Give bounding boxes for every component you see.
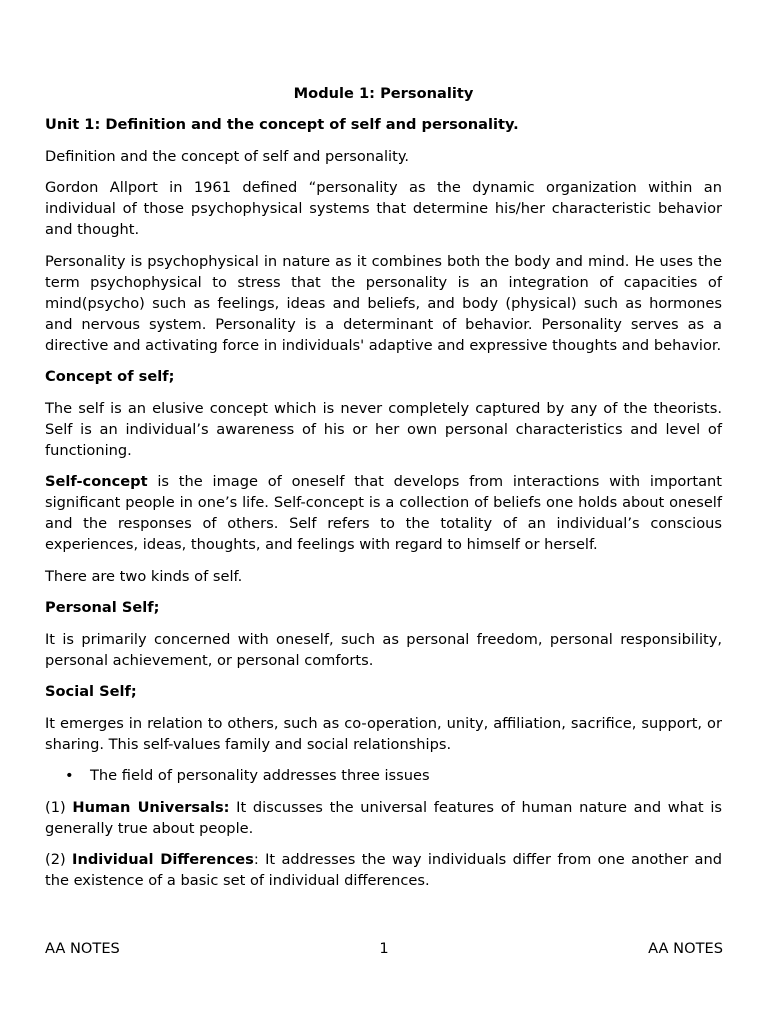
social-self-heading: Social Self;: [45, 683, 137, 700]
two-kinds-paragraph: There are two kinds of self.: [45, 567, 243, 585]
human-universals-term: Human Universals:: [72, 798, 230, 816]
personal-self-heading: Personal Self;: [45, 599, 160, 616]
individual-differences-text: : It addresses the way individuals differ from one another and the existence of a basic set of individual differences.: [45, 851, 722, 889]
unit-heading: Unit 1: Definition and the concept of self and personality.: [45, 116, 519, 133]
bullet-text: The field of personality addresses three issues: [90, 767, 430, 784]
footer-right-label: AA NOTES: [648, 940, 723, 957]
personal-self-paragraph: It is primarily concerned with oneself, such as personal freedom, personal responsibility, personal achievement, or personal comforts.: [45, 630, 722, 669]
human-universals-text: It discusses the universal features of human nature and what is generally true about people.: [45, 798, 722, 837]
psychophysical-paragraph: Personality is psychophysical in nature as it combines both the body and mind. He uses the term psychophysical to stress that the personality is an integration of capacities of mind(psycho) such as feelings, ideas and beliefs, and body (physical) such as hormones and nervous system. Personality is a determinant of behavior. Personality serves as a directive and activating force in individuals' adaptive and expressive thoughts and behavior.: [45, 252, 722, 354]
human-universals-item: [45, 797, 722, 839]
allport-paragraph: Gordon Allport in 1961 defined “personality as the dynamic organization within an individual of those psychophysical systems that determine his/her characteristic behavior and thought.: [45, 179, 722, 238]
self-concept-text: is the image of oneself that develops from interactions with important significant people in one’s life. Self-concept is a collection of beliefs one holds about oneself and the responses of others. Self refers to the totality of an individual’s conscious experiences, ideas, thoughts, and feelings with regard to himself or herself.: [45, 473, 722, 553]
item-number: (2): [45, 851, 73, 868]
intro-paragraph: Definition and the concept of self and personality.: [45, 147, 410, 165]
individual-differences-term: Individual Differences: [72, 851, 254, 868]
individual-differences-item: [45, 849, 722, 891]
self-concept-paragraph: [45, 471, 722, 555]
bullet-dot-icon: •: [65, 767, 74, 784]
footer-left-label: AA NOTES: [45, 940, 120, 957]
bullet-item: [45, 765, 722, 786]
item-number: (1): [45, 798, 73, 816]
page-footer: [45, 938, 723, 959]
concept-of-self-heading: Concept of self;: [45, 368, 175, 385]
self-concept-term: Self-concept: [45, 473, 148, 490]
social-self-paragraph: It emerges in relation to others, such as co-operation, unity, affiliation, sacrifice, support, or sharing. This self-values family and social relationships.: [45, 714, 722, 753]
page-number: 1: [379, 940, 389, 957]
document-body: [45, 83, 722, 902]
self-paragraph: The self is an elusive concept which is never completely captured by any of the theorists. Self is an individual’s awareness of his or her own personal characteristics and level of functioning.: [45, 399, 722, 459]
page-title: Module 1: Personality: [293, 85, 474, 102]
